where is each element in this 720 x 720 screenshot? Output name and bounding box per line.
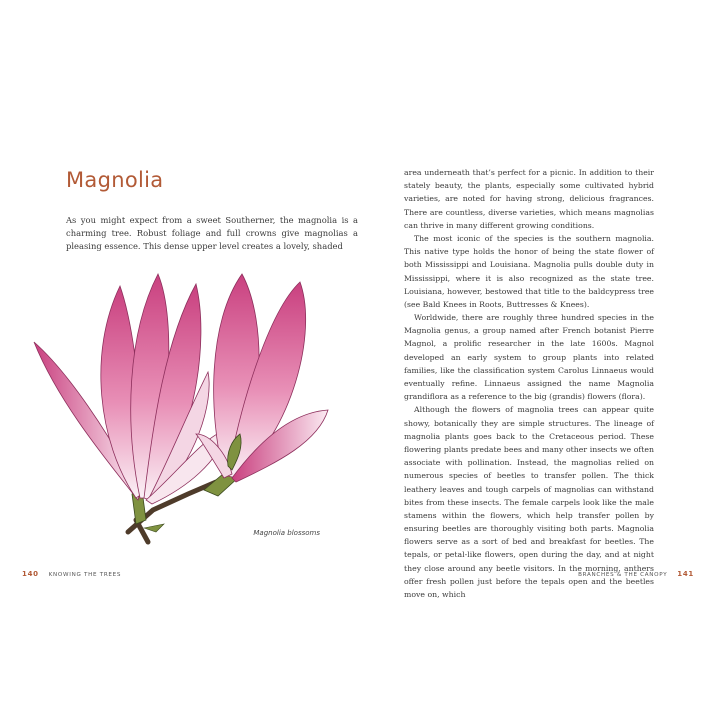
right-footer — [578, 570, 694, 578]
right-running-head: BRANCHES & THE CANOPY — [578, 572, 668, 578]
body-paragraph: area underneath that’s perfect for a picnic. In addition to their stately beauty, the plants, especially some cultivated hybrid varieties, are noted for having strong, delicious fragrances. There are countless, diverse varieties, which means magnolias can thrive in many different growing conditions. — [404, 168, 654, 230]
body-paragraph: The most iconic of the species is the southern magnolia. This native type holds the honor of being the state flower of both Mississippi and Louisiana. Magnolia pulls double duty in Mississippi, where it is also recognized as the state tree. Louisiana, however, bestowed that title to the baldcypress tree (see Bald Knees in Roots, Buttresses & Knees). — [404, 233, 654, 309]
chapter-title: Magnolia — [66, 168, 164, 192]
left-running-head: KNOWING THE TREES — [48, 572, 122, 578]
body-paragraph: Worldwide, there are roughly three hundred species in the Magnolia genus, a group named after French botanist Pierre Magnol, a prolific researcher in the late 1600s. Magnol developed an early system to group plants into related families, like the classification system Carolus Linnaeus would eventually refine. Linnaeus assigned the name Magnolia grandiflora as a reference to the big (grandis) flowers (flora). — [404, 313, 654, 402]
intro-paragraph: As you might expect from a sweet Southerner, the magnolia is a charming tree. Robust foliage and full crowns give magnolias a pleasing essence. This dense upper level creates a lovely, shaded — [66, 215, 358, 252]
left-page-number: 140 — [22, 570, 39, 578]
body-paragraph: Although the flowers of magnolia trees can appear quite showy, botanically they are simple structures. The lineage of magnolia plants goes back to the Cretaceous period. These flowering plants predate bees and many other insects we often associate with pollination. Instead, the magnolias relied on numerous species of beetles to transfer pollen. The thick leathery leaves and tough carpels of magnolias can withstand bites from these insects. The female carpels look like the male stamens within the flowers, which help transfer pollen by ensuring beetles are thoroughly visiting both parts. Magnolia flowers serve as a sort of bed and breakfast for beetles. The tepals, or petal-like flowers, open during the day, and at night they close around any beetle visitors. In the morning, anthers offer fresh pollen just before the tepals open and the beetles move on, which — [404, 405, 654, 599]
left-footer — [22, 570, 121, 578]
right-page-body — [404, 166, 654, 601]
illustration-caption: Magnolia blossoms — [253, 529, 320, 537]
magnolia-illustration — [28, 262, 338, 552]
right-page-number: 141 — [677, 570, 694, 578]
